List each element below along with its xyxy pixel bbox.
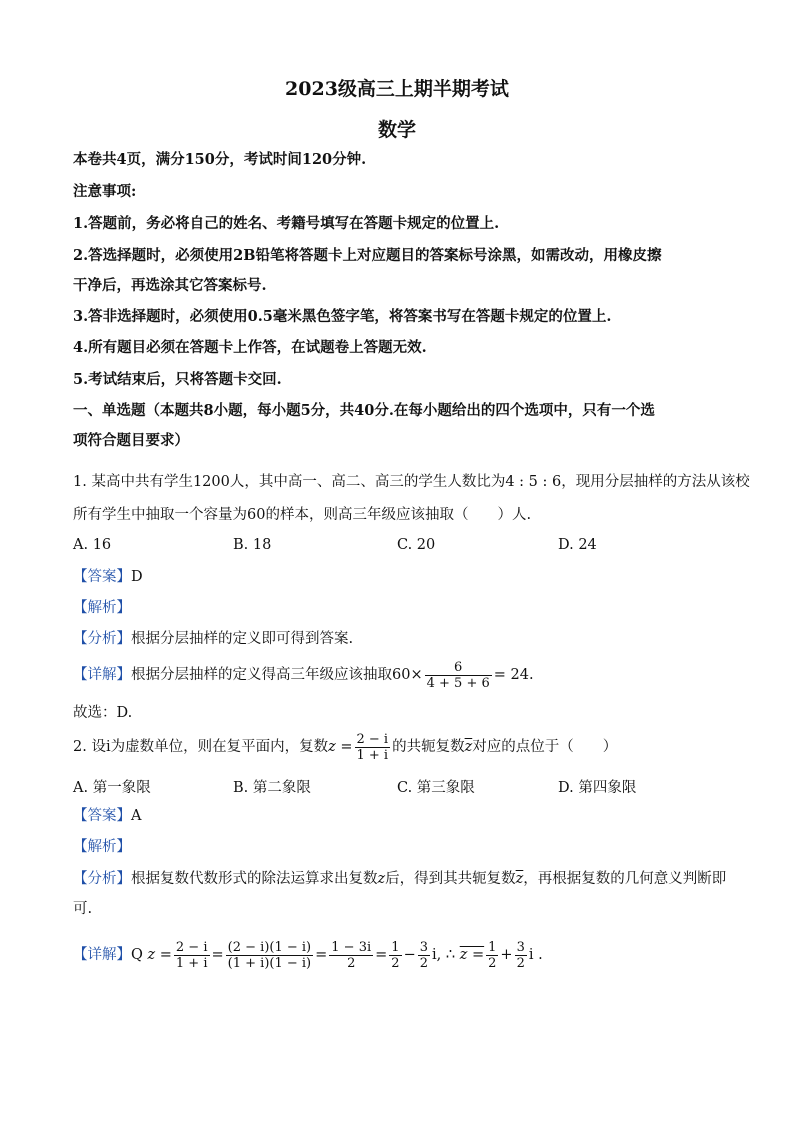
notice-heading: 注意事项: — [73, 183, 137, 200]
q1-answer-tag: 【答案】 — [73, 569, 131, 585]
q2-option-b: B. 第二象限 — [233, 780, 311, 796]
notice-item-5: 5.考试结束后，只将答题卡交回. — [73, 371, 282, 388]
q2-xj-frac-1-den: 1 + i — [175, 955, 208, 971]
q2-zbar: $\overline{z}$ — [464, 739, 473, 755]
q2-answer-line — [73, 806, 141, 826]
q2-xj-frac-4 — [389, 940, 401, 971]
q1-fenxi: 根据分层抽样的定义即可得到答案. — [131, 631, 354, 647]
q2-option-a: A. 第一象限 — [73, 780, 151, 796]
q1-xiangjie-tag: 【详解】 — [73, 667, 131, 683]
q2-option-c: C. 第三象限 — [397, 780, 475, 796]
q2-xj-frac-7-num: 3 — [516, 939, 525, 955]
notice-item-1: 1.答题前，务必将自己的姓名、考籍号填写在答题卡规定的位置上. — [73, 215, 500, 232]
q1-stem-line2: 所有学生中抽取一个容量为60的样本，则高三年级应该抽取（ ）人. — [73, 507, 532, 523]
q2-xj-z-eq: z = — [147, 947, 172, 963]
q2-xiangjie-tag: 【详解】 — [73, 947, 131, 963]
q1-answer-line — [73, 567, 143, 587]
q2-fenxi-cont: 可. — [73, 901, 93, 917]
notice-item-2-cont: 干净后，再选涂其它答案标号. — [73, 277, 267, 294]
q1-option-b: B. 18 — [233, 537, 272, 553]
q2-xj-frac-5-num: 3 — [419, 939, 429, 955]
page-title: 2023级高三上期半期考试 — [285, 78, 509, 100]
q2-xj-frac-6-num: 1 — [488, 939, 497, 955]
q1-option-c: C. 20 — [397, 537, 436, 553]
notice-item-2: 2.答选择题时，必须使用2B铅笔将答题卡上对应题目的答案标号涂黑，如需改动，用橡皮擦 — [73, 247, 662, 264]
q1-xiangjie-result: = 24 — [493, 667, 529, 683]
q2-stem-c: 对应的点位于（ ） — [472, 739, 618, 755]
q2-xj-frac-4-den: 2 — [391, 955, 400, 971]
section-heading-cont: 项符合题目要求） — [73, 432, 189, 449]
q2-xj-end: i . — [528, 947, 543, 963]
q1-xiangjie-text: 根据分层抽样的定义得高三年级应该抽取 — [131, 667, 392, 683]
q2-stem-b: 的共轭复数 — [392, 739, 465, 755]
q2-xj-frac-3-den: 2 — [347, 955, 356, 971]
q2-xj-zbar-eq: z = — [459, 947, 485, 963]
q2-frac-num: 2 − i — [356, 731, 389, 747]
q1-fenxi-tag: 【分析】 — [73, 631, 131, 647]
q1-stem-line1 — [73, 472, 750, 492]
q2-analysis-tag: 【解析】 — [73, 839, 131, 855]
q2-fenxi-b: 后，得到其共轭复数 — [385, 871, 516, 887]
q2-answer: A — [131, 808, 142, 824]
q2-xj-therefore: , ∴ — [436, 947, 456, 963]
q2-xj-frac-7 — [515, 940, 527, 971]
q1-xiangjie-line: 【详解】根据分层抽样的定义得高三年级应该抽取60× $\frac{6}{4 + 5 + 6}$ = 24. — [73, 659, 534, 691]
q2-xj-frac-7-den: 2 — [516, 955, 525, 971]
q2-fenxi-zbar: $\overline{z}$ — [515, 871, 524, 887]
q1-frac-den: 4 + 5 + 6 — [426, 675, 490, 691]
q2-fenxi-tag: 【分析】 — [73, 871, 131, 887]
q1-answer: D — [131, 569, 143, 585]
q1-stem-a: 1. 某高中共有学生1200人，其中高一、高二、高三的学生人数比为 — [73, 474, 506, 490]
q2-fenxi-line — [73, 869, 726, 889]
q1-conclusion: 故选：D. — [73, 705, 133, 721]
q2-frac-den: 1 + i — [356, 747, 389, 763]
intro-text: 本卷共4页，满分150分，考试时间120分钟. — [73, 151, 367, 168]
q2-fenxi-c: ，再根据复数的几何意义判断即 — [523, 871, 727, 887]
q2-stem-a: 2. 设i为虚数单位，则在复平面内，复数 — [73, 739, 329, 755]
q2-xj-frac-3-num: 1 − 3i — [331, 939, 372, 955]
q1-analysis-tag: 【解析】 — [73, 600, 131, 616]
q2-xj-frac-6 — [486, 940, 498, 971]
q2-option-d: D. 第四象限 — [558, 780, 637, 796]
q2-fenxi-z: z — [377, 871, 386, 887]
q2-fraction — [355, 732, 391, 763]
q2-xj-frac-2-den: (1 + i)(1 − i) — [227, 955, 312, 971]
q2-xj-minus: − — [403, 947, 416, 963]
q1-option-d: D. 24 — [558, 537, 597, 553]
q1-frac-num: 6 — [425, 660, 492, 676]
q1-fenxi-line — [73, 629, 353, 649]
q2-q-symbol: Q — [131, 947, 143, 963]
q1-xiangjie-prefix: 60× — [392, 667, 423, 683]
q2-xj-frac-1 — [174, 940, 210, 971]
q2-xj-frac-2 — [226, 940, 313, 971]
q1-fraction — [425, 660, 492, 691]
q2-xj-frac-5 — [418, 940, 430, 971]
q2-xj-frac-6-den: 2 — [488, 955, 497, 971]
q2-xj-i: i — [432, 947, 437, 963]
page-subtitle: 数学 — [377, 119, 416, 141]
q2-xj-frac-5-den: 2 — [419, 955, 429, 971]
notice-item-3: 3.答非选择题时，必须使用0.5毫米黑色签字笔，将答案书写在答题卡规定的位置上. — [73, 308, 612, 325]
q2-fenxi-a: 根据复数代数形式的除法运算求出复数 — [131, 871, 378, 887]
q2-xj-frac-1-num: 2 − i — [175, 939, 208, 955]
q2-xj-plus: + — [500, 947, 513, 963]
q1-stem-b: ，现用分层抽样的方法从该校 — [561, 474, 750, 490]
q2-z-eq: z = — [328, 739, 353, 755]
section-heading: 一、单选题（本题共8小题，每小题5分，共40分.在每小题给出的四个选项中，只有一个选 — [73, 402, 655, 419]
q2-xj-frac-2-num: (2 − i)(1 − i) — [227, 939, 312, 955]
q2-answer-tag: 【答案】 — [73, 808, 131, 824]
q1-ratio: 4 : 5 : 6 — [505, 474, 562, 490]
q2-xj-frac-3 — [329, 940, 373, 971]
q1-option-a: A. 16 — [73, 537, 112, 553]
notice-item-4: 4.所有题目必须在答题卡上作答，在试题卷上答题无效. — [73, 339, 427, 356]
q2-stem-line — [73, 726, 617, 768]
q2-xj-frac-4-num: 1 — [391, 939, 400, 955]
q2-xiangjie-line: 【详解】Q z = $\frac{2 - i}{1 + i}$ = $\frac{(2 - i)(1 - i)}{(1 + i)(1 - i)}$ = $\frac{1 - 3i}{2}$ = $\frac{1}{2}$ − $\frac{3}{2}$ i, ∴ z = $\frac{1}{2}$ + $\frac{3}{2}$ i . — [73, 939, 543, 971]
